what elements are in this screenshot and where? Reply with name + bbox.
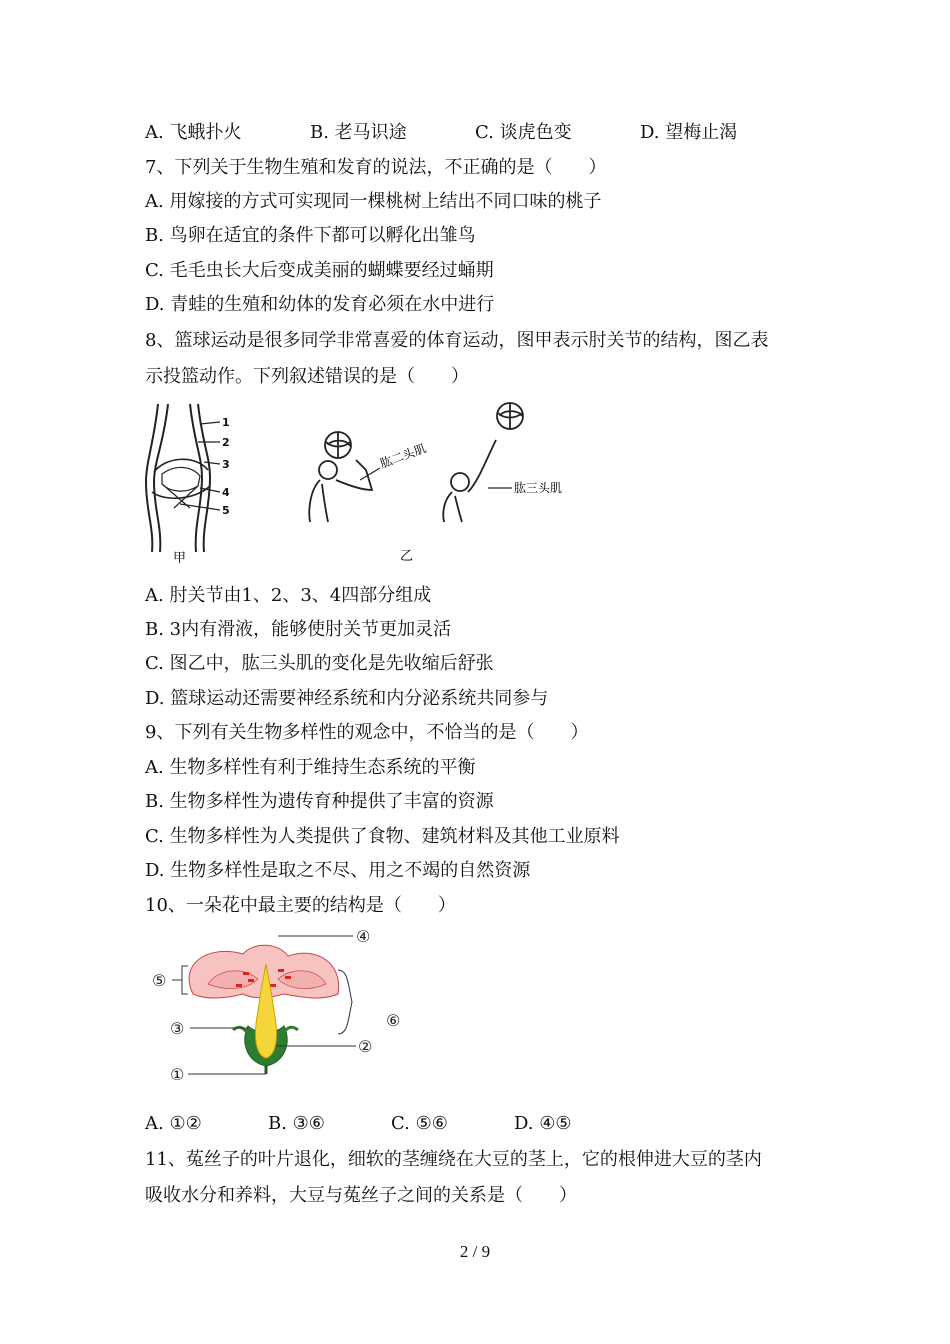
option: C. ⑤⑥ (391, 1113, 448, 1134)
figure-label: ⑤ (152, 971, 167, 990)
option: B. ③⑥ (268, 1113, 325, 1134)
question-stem: 11、菟丝子的叶片退化，细软的茎缠绕在大豆的茎上，它的根伸进大豆的茎内 (145, 1149, 762, 1170)
figure-label: 2 (222, 436, 230, 449)
question-stem: 10、一朵花中最主要的结构是（ ） (145, 895, 456, 916)
figure-label: 5 (222, 504, 230, 517)
option: B. 老马识途 (310, 122, 407, 143)
flower-structure-figure (148, 924, 410, 1086)
option: C. 图乙中，肱三头肌的变化是先收缩后舒张 (145, 653, 494, 674)
question-stem: 示投篮动作。下列叙述错误的是（ ） (145, 366, 469, 387)
elbow-joint-figure (140, 402, 250, 570)
question-stem: 7、下列关于生物生殖和发育的说法，不正确的是（ ） (145, 157, 607, 178)
option: B. 鸟卵在适宜的条件下都可以孵化出雏鸟 (145, 225, 476, 246)
option: A. 用嫁接的方式可实现同一棵桃树上结出不同口味的桃子 (145, 191, 602, 212)
option: B. 3内有滑液，能够使肘关节更加灵活 (145, 619, 452, 640)
option: D. 生物多样性是取之不尽、用之不竭的自然资源 (145, 860, 531, 881)
figure-caption: 甲 (173, 551, 187, 566)
option: D. 望梅止渴 (640, 122, 738, 143)
option: D. 青蛙的生殖和幼体的发育必须在水中进行 (145, 294, 495, 315)
option: B. 生物多样性为遗传育种提供了丰富的资源 (145, 791, 494, 812)
question-stem: 吸收水分和养料，大豆与菟丝子之间的关系是（ ） (145, 1185, 577, 1206)
figure-label: 3 (222, 458, 230, 471)
figure-label: ④ (356, 927, 371, 946)
figure-label: ⑥ (386, 1011, 401, 1030)
figure-label: ③ (170, 1019, 185, 1038)
figure-label: 1 (222, 416, 230, 429)
option: C. 生物多样性为人类提供了食物、建筑材料及其他工业原料 (145, 826, 620, 847)
option: A. 生物多样性有利于维持生态系统的平衡 (145, 757, 476, 778)
option: A. ①② (145, 1113, 202, 1134)
option: D. ④⑤ (514, 1113, 572, 1134)
option: C. 谈虎色变 (475, 122, 572, 143)
q6-options (145, 121, 737, 145)
muscle-label-biceps: 肱二头肌 (378, 441, 429, 471)
figure-label: 4 (222, 486, 230, 499)
option: A. 肘关节由1、2、3、4四部分组成 (145, 585, 432, 606)
option: D. 篮球运动还需要神经系统和内分泌系统共同参与 (145, 688, 549, 709)
option: C. 毛毛虫长大后变成美丽的蝴蝶要经过蛹期 (145, 260, 494, 281)
q10-options (145, 1112, 572, 1136)
question-stem: 8、篮球运动是很多同学非常喜爱的体育运动，图甲表示肘关节的结构，图乙表 (145, 330, 769, 351)
figure-label: ② (358, 1037, 373, 1056)
page-number: 2 / 9 (459, 1242, 491, 1261)
figure-caption: 乙 (400, 549, 414, 564)
question-stem: 9、下列有关生物多样性的观念中，不恰当的是（ ） (145, 722, 589, 743)
muscle-label-triceps: 肱三头肌 (514, 481, 563, 495)
option: A. 飞蛾扑火 (145, 122, 242, 143)
shooting-motion-figure (300, 400, 610, 568)
figure-label: ① (170, 1065, 185, 1084)
